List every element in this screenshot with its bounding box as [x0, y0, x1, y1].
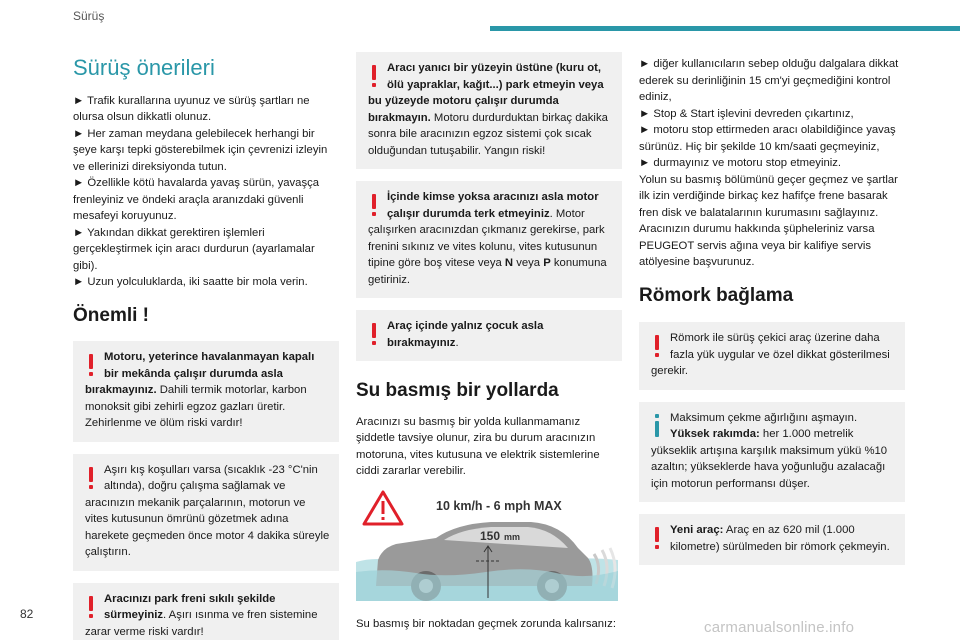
page-title: Sürüş önerileri — [73, 55, 215, 80]
intro-bullet: ► Trafik kurallarına uyunuz ve sürüş şartları ne olursa olsun dikkatli olunuz. — [73, 94, 310, 124]
warning-icon — [368, 189, 381, 219]
step-line: ► motoru stop ettirmeden aracı olabildiğince yavaş sürünüz. Hiç bir şekilde 10 km/saati geçmeyiniz, — [639, 124, 896, 153]
column-2 — [356, 52, 622, 632]
flooded-road-instruction: Su basmış bir noktadan geçmek zorunda kalırsanız: — [356, 617, 616, 630]
warning-emphasis: Aracınızı park freni sıkılı şekilde sürmeyiniz — [104, 592, 276, 622]
warning-emphasis: İçinde kimse yoksa aracınızı asla motor çalışır durumda terk etmeyiniz — [387, 191, 599, 220]
warning-icon — [368, 60, 381, 90]
page-number: 82 — [20, 607, 34, 621]
column-1 — [73, 54, 339, 640]
warning-icon — [85, 349, 98, 379]
depth-unit-label: mm — [504, 531, 521, 542]
warning-text: . — [455, 336, 459, 349]
intro-bullet: ► Her zaman meydana gelebilecek herhangi bir şeye karşı tepki gösterebilmek için çevrenizi izleyin ve ellerinizi direksiyonda tutun. — [73, 127, 328, 173]
warning-icon — [651, 330, 664, 360]
watermark: carmanualsonline.info — [704, 619, 855, 636]
warning-box — [639, 322, 905, 390]
section-heading-flooded-road: Su basmış bir yollarda — [356, 380, 559, 401]
warning-text: Dahili termik motorlar, karbon monoksit gibi zehirli egzoz gazları üretir. Zehirlenme ve ölüm riski vardır! — [85, 384, 307, 430]
intro-bullet: ► Özellikle kötü havalarda yavaş sürün, yavaşça frenleyiniz ve öndeki araçla aranızdaki güvenli mesafeyi koruyunuz. — [73, 177, 320, 223]
running-header: Sürüş — [73, 9, 105, 23]
warning-text: konumuna getiriniz. — [368, 257, 607, 286]
warning-box — [356, 181, 622, 298]
warning-text: Araç en az 620 mil (1.000 kilometre) sürülmeden bir römork çekmeyin. — [670, 524, 890, 553]
section-heading-towing: Römork bağlama — [639, 284, 794, 306]
info-text: Maksimum çekme ağırlığını aşmayın. — [670, 411, 858, 424]
warning-text: Motoru durdurduktan birkaç dakika sonra bile aracınızın egzoz sistemi çok sıcak olduğundan tutuşabilir. Yangın riski! — [368, 111, 608, 157]
warning-icon — [85, 462, 98, 492]
warning-text: Römork ile sürüş çekici araç üzerine daha fazla yük uygular ve özel dikkat gösterilmesi gerekir. — [651, 332, 890, 378]
flooded-road-paragraph: Aracınızı su basmış bir yolda kullanmamanız şiddetle tavsiye olunur, zira bu durum aracınızın motoruna, vites kutusuna ve elektrik sistemlerine ciddi zararlar verebilir. — [356, 415, 600, 478]
warning-box — [73, 583, 339, 640]
header-accent-bar — [490, 26, 960, 31]
intro-bullet: ► Yakından dikkat gerektiren işlemleri gerçekleştirmek için aracı durdurun (ayarlamalar gibi). — [73, 226, 315, 272]
warning-box — [639, 514, 905, 565]
warning-icon — [651, 522, 664, 552]
warning-emphasis: Araç içinde yalnız çocuk asla bırakmayınız — [387, 320, 544, 349]
info-emphasis: Yüksek rakımda: — [670, 428, 760, 441]
warning-icon — [85, 591, 98, 621]
intro-paragraph — [73, 93, 339, 291]
warning-box — [73, 341, 339, 442]
step-line: ► Stop & Start işlevini devreden çıkartınız, — [639, 107, 854, 120]
speed-limit-label: 10 km/h - 6 mph MAX — [436, 498, 562, 513]
depth-value-label: 150 — [480, 528, 501, 543]
step-line: ► diğer kullanıcıların sebep olduğu dalgalara dikkat ederek su derinliğinin 15 cm'yi geçmediğini kontrol ediniz, — [639, 58, 899, 103]
flooded-road-steps — [639, 56, 905, 271]
intro-bullet: ► Uzun yolculuklarda, iki saatte bir mola verin. — [73, 276, 308, 289]
info-text: her 1.000 metrelik yükseklik artışına karşılık maksimum yükü %10 azaltın; yükseklerde hava yoğunluğu azalacağı için motorun performansı düşer. — [651, 428, 888, 490]
warning-emphasis: Yeni araç: — [670, 524, 724, 537]
gear-neutral-label: N — [504, 257, 514, 269]
step-line: Yolun su basmış bölümünü geçer geçmez ve şartlar ilk izin verdiğinde birkaç kez hafifçe frene basarak fren disk ve balatalarının kurumasını sağlayınız. — [639, 173, 898, 219]
warning-box — [73, 454, 339, 571]
column-3 — [639, 56, 905, 577]
info-icon — [651, 410, 664, 440]
warning-icon — [368, 318, 381, 348]
flooded-road-illustration — [356, 488, 618, 601]
step-line: ► durmayınız ve motoru stop etmeyiniz. — [639, 157, 842, 169]
step-line: Aracınızın durumu hakkında şüpheleriniz varsa PEUGEOT servis ağına veya bir kalifiye servis atölyesine başvurunuz. — [639, 223, 875, 268]
warning-emphasis: Motoru, yeterince havalanmayan kapalı bir mekânda çalışır durumda asla bırakmayınız. — [85, 351, 315, 397]
info-box — [639, 402, 905, 503]
warning-box — [356, 310, 622, 361]
gear-park-label: P — [543, 257, 551, 269]
warning-text: . Motor çalışırken aracınızdan çıkmanız gerekirse, park frenini sıkınız ve vites kolunu, vites kutusunun tipine göre boş vitese veya — [368, 207, 605, 269]
warning-box — [356, 52, 622, 169]
warning-text: Aşırı kış koşulları varsa (sıcaklık -23 °C'nin altında), doğru çalışma sağlamak ve aracınızın mekanik parçalarının, motorun ve vites kutusunun ömrünü gözetmek adına harekete geçmeden önce motor 4 dakika süreyle çalıştırın. — [85, 463, 330, 559]
warning-emphasis: Aracı yanıcı bir yüzeyin üstüne (kuru ot, ölü yapraklar, kağıt...) park etmeyin veya bu yüzeyde motoru çalışır durumda bırakmayın. — [368, 62, 604, 124]
warning-text: . Aşırı ısınma ve fren sistemine zarar verme riski vardır! — [85, 609, 318, 638]
section-heading-important: Önemli ! — [73, 304, 150, 326]
warning-text: veya — [513, 257, 544, 269]
